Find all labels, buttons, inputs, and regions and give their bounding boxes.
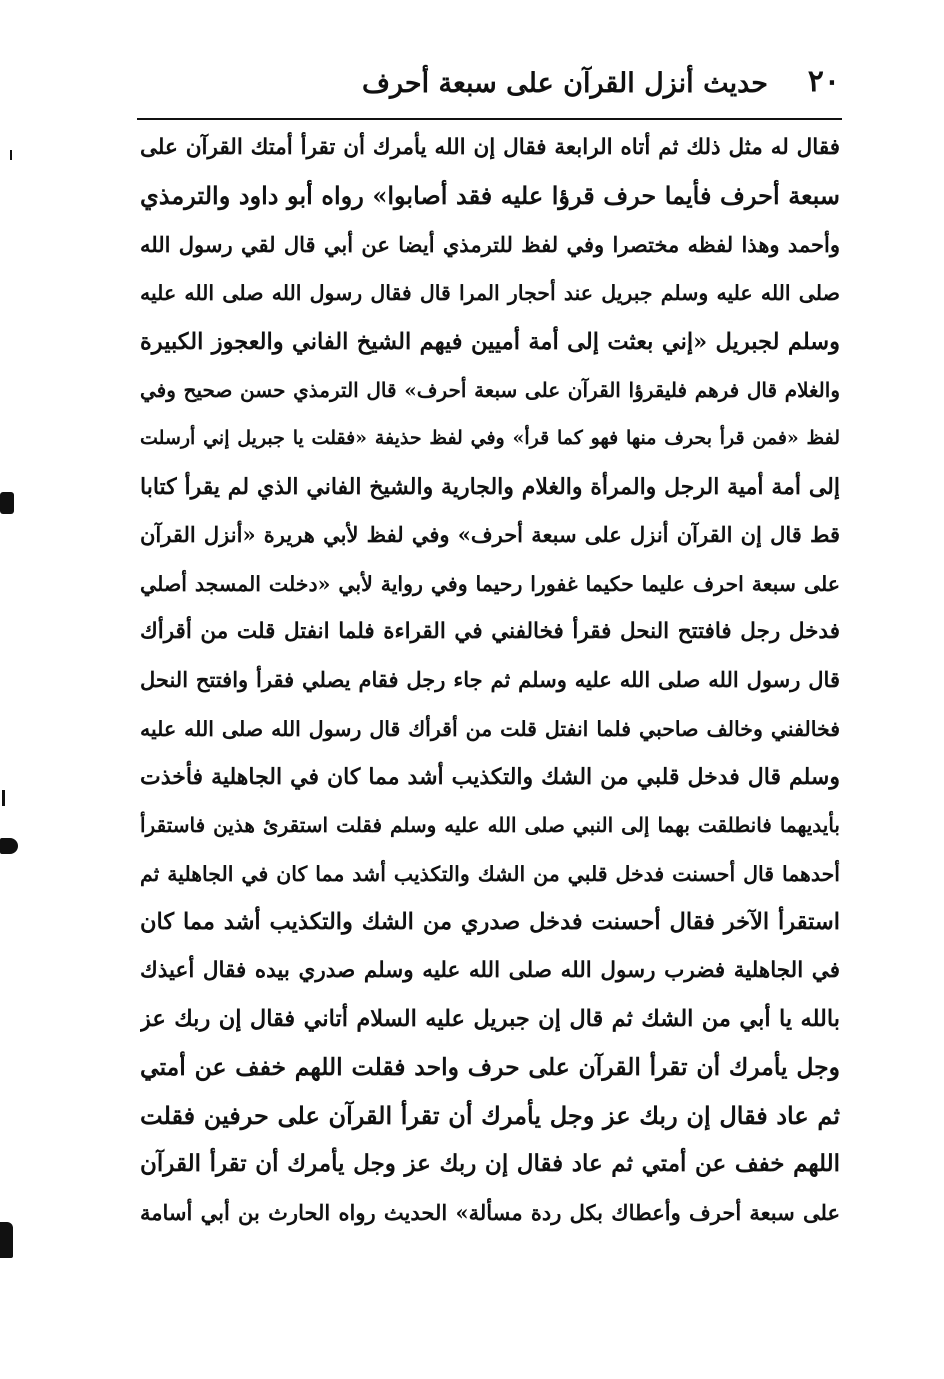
scan-mark [0, 838, 18, 854]
body-text [140, 124, 840, 1237]
text-line: قال رسول الله صلى الله عليه وسلم ثم جاء رجل فقام يصلي فقرأ وافتتح النحل [140, 667, 840, 693]
text-line: أحدهما قال أحسنت فدخل قلبي من الشك والتكذيب أشد مما كان في الجاهلية ثم [140, 861, 840, 886]
text-line: وجل يأمرك أن تقرأ القرآن على حرف واحد فقلت اللهم خفف عن أمتي [140, 1053, 840, 1082]
text-line: على سبعة احرف عليما حكيما غفورا رحيما وفي رواية لأبي «دخلت المسجد أصلي [140, 571, 840, 596]
scan-mark [0, 1222, 13, 1258]
text-line: فخالفني وخالف صاحبي فلما انفتل قلت من أقرأك قال رسول الله صلى الله عليه [140, 716, 840, 741]
page-header [140, 62, 840, 108]
page-number: ٢٠ [807, 64, 840, 99]
header-rule [137, 118, 842, 120]
text-line: اللهم خفف عن أمتي ثم عاد فقال إن ربك عز وجل يأمرك أن تقرأ القرآن [140, 1150, 840, 1178]
scan-mark [0, 492, 14, 514]
text-line: بأيديهما فانطلقت بهما إلى النبي صلى الله عليه وسلم فقلت استقرئ هذين فاستقرأ [140, 813, 840, 838]
text-line: وسلم لجبريل «إني بعثت إلى أمة أميين فيهم الشيخ الفاني والعجوز الكبيرة [140, 328, 840, 355]
text-line: في الجاهلية فضرب رسول الله صلى الله عليه وسلم صدري بيده فقال أعيذك [140, 957, 840, 983]
text-line: على سبعة أحرف وأعطاك بكل ردة مسألة» الحديث رواه الحارث بن أبي أسامة [140, 1199, 840, 1225]
text-line: بالله يا أبي من الشك ثم قال إن جبريل عليه السلام أتاني فقال إن ربك عز [140, 1006, 840, 1033]
text-line: وأحمد وهذا لفظه مختصرا وفي لفظ للترمذي أيضا عن أبي قال لقي رسول الله [140, 231, 840, 257]
text-line: فقال له مثل ذلك ثم أتاه الرابعة فقال إن الله يأمرك أن تقرأ أمتك القرآن على [140, 135, 840, 160]
text-line: صلى الله عليه وسلم جبريل عند أحجار المرا قال فقال رسول الله صلى الله عليه [140, 281, 840, 306]
scan-mark [10, 150, 12, 160]
scan-mark [2, 790, 5, 806]
text-line: إلى أمة أمية الرجل والمرأة والغلام والجارية والشيخ الفاني الذي لم يقرأ كتابا [140, 473, 840, 500]
text-line: سبعة أحرف فأيما حرف قرؤا عليه فقد أصابوا» رواه أبو داود والترمذي [140, 181, 840, 211]
running-title: حديث أنزل القرآن على سبعة أحرف [362, 68, 768, 99]
text-line: فدخل رجل فافتتح النحل فقرأ فخالفني في القراءة فلما انفتل قلت من أقرأك [140, 618, 840, 644]
text-line: ثم عاد فقال إن ربك عز وجل يأمرك أن تقرأ القرآن على حرفين فقلت [140, 1100, 840, 1130]
text-line: استقرأ الآخر فقال أحسنت فدخل صدري من الشك والتكذيب أشد مما كان [140, 909, 840, 936]
text-line: والغلام قال فرهم فليقرؤا القرآن على سبعة أحرف» قال الترمذي حسن صحيح وفي [140, 377, 840, 402]
text-line: لفظ «فمن قرأ بحرف منها فهو كما قرأ» وفي لفظ حذيفة «فقلت يا جبريل إني أرسلت [140, 427, 840, 450]
text-line: وسلم قال فدخل قلبي من الشك والتكذيب أشد مما كان في الجاهلية فأخذت [140, 764, 840, 791]
text-line: قط قال إن القرآن أنزل على سبعة أحرف» وفي لفظ لأبي هريرة «أنزل القرآن [140, 522, 840, 548]
